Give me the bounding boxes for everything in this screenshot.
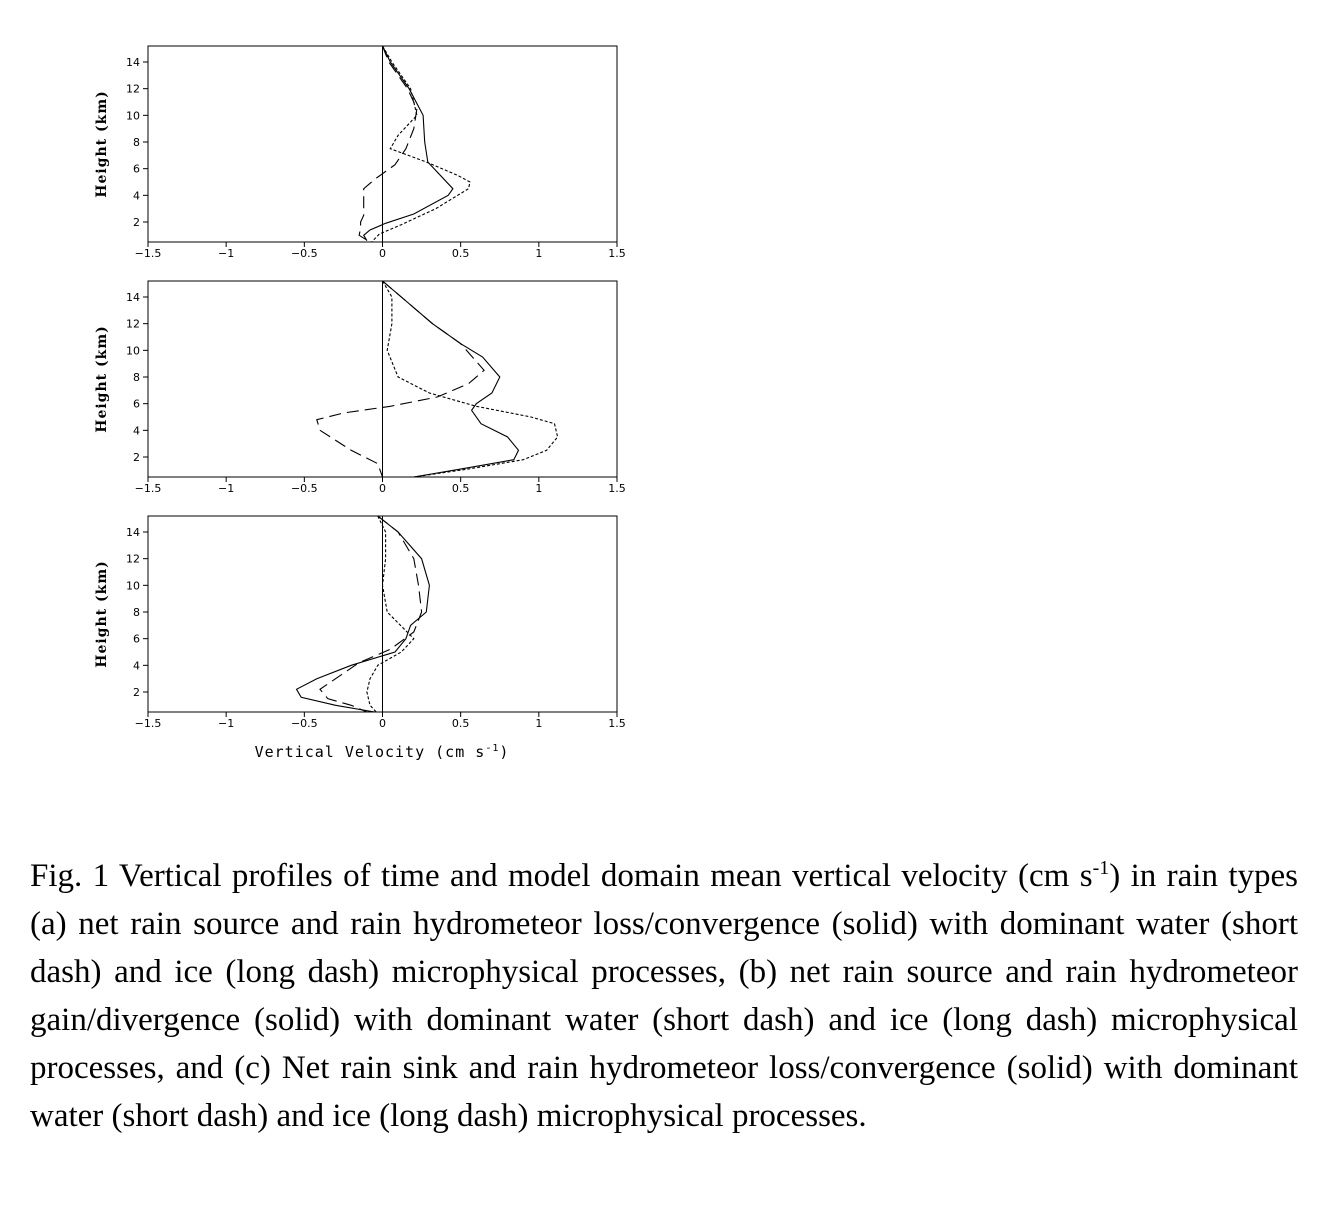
series-line-short-dash: [367, 516, 414, 712]
y-tick-label: 4: [133, 189, 140, 203]
chart-panels: [94, 46, 626, 730]
y-tick-label: 8: [133, 606, 140, 619]
chart-panel-a: [94, 46, 626, 260]
chart-panel-c: [94, 516, 626, 730]
y-tick-label: 10: [126, 344, 140, 358]
x-tick-label: −0.5: [290, 717, 318, 730]
x-tick-label: −0.5: [290, 482, 318, 495]
y-axis-label: Height (km): [94, 325, 110, 433]
x-tick-label: 1: [535, 482, 543, 495]
caption-superscript: -1: [1092, 857, 1110, 879]
x-tick-label: −0.5: [290, 247, 318, 260]
x-tick-label: 1: [535, 717, 543, 730]
x-axis-label-superscript: -1: [485, 743, 500, 754]
series-line-long-dash: [317, 281, 484, 477]
caption-text-1: Fig. 1 Vertical profiles of time and model domain mean vertical velocity (cm s: [30, 858, 1093, 894]
y-tick-label: 6: [133, 397, 140, 411]
x-tick-label: −1: [218, 247, 235, 260]
series-line-long-dash: [320, 516, 422, 712]
y-tick-label: 14: [126, 56, 140, 69]
y-tick-label: 12: [126, 552, 140, 566]
x-axis-label: Vertical Velocity (cm $s^{-1}$): [254, 743, 510, 761]
x-tick-label: −1.5: [134, 717, 162, 730]
y-tick-label: 8: [133, 136, 140, 149]
x-tick-label: −1: [218, 717, 235, 730]
x-tick-label: 1.5: [608, 482, 626, 495]
x-tick-label: −1.5: [134, 482, 162, 495]
y-tick-label: 12: [126, 82, 140, 96]
x-tick-label: −1: [218, 482, 235, 495]
y-tick-label: 2: [133, 216, 140, 229]
x-tick-label: 0: [379, 717, 386, 730]
series-line-short-dash: [372, 46, 470, 242]
x-tick-label: 0: [379, 247, 386, 260]
series-line-short-dash: [383, 281, 558, 477]
y-tick-label: 10: [126, 579, 140, 593]
x-tick-label: 0.5: [451, 482, 470, 495]
y-axis-label: Height (km): [94, 90, 110, 198]
series-line-solid: [364, 46, 453, 241]
x-tick-label: 1.5: [608, 717, 626, 730]
figure-caption: [30, 852, 1298, 1140]
y-tick-label: 2: [133, 686, 140, 699]
x-axis-label-end: ): [499, 743, 510, 761]
x-tick-label: 0.5: [451, 717, 470, 730]
y-tick-label: 4: [133, 424, 140, 438]
y-tick-label: 12: [126, 317, 140, 331]
y-tick-label: 6: [133, 632, 140, 646]
chart-panel-b: [94, 281, 626, 495]
series-line-long-dash: [359, 46, 417, 242]
x-tick-label: 1.5: [608, 247, 626, 260]
x-tick-label: 0: [379, 482, 386, 495]
y-tick-label: 8: [133, 371, 140, 384]
y-tick-label: 4: [133, 659, 140, 673]
x-tick-label: 1: [535, 247, 543, 260]
y-tick-label: 2: [133, 451, 140, 464]
y-tick-label: 10: [126, 109, 140, 123]
y-tick-label: 6: [133, 162, 140, 176]
caption-text-2: ) in rain types (a) net rain source and rain hydrometeor loss/convergence (solid) with dominant water (short dash) and ice (long dash) microphysical processes, (b) net rain source and rain hydrometeor gain/divergence (solid) with dominant water (short dash) and ice (long dash) microphysical processes, and (c) Net rain sink and rain hydrometeor loss/convergence (solid) with dominant water (short dash) and ice (long dash) microphysical processes.: [30, 858, 1298, 1134]
y-tick-label: 14: [126, 291, 140, 304]
y-tick-label: 14: [126, 526, 140, 539]
x-tick-label: −1.5: [134, 247, 162, 260]
series-line-solid: [297, 516, 430, 712]
y-axis-label: Height (km): [94, 560, 110, 668]
x-tick-label: 0.5: [451, 247, 470, 260]
